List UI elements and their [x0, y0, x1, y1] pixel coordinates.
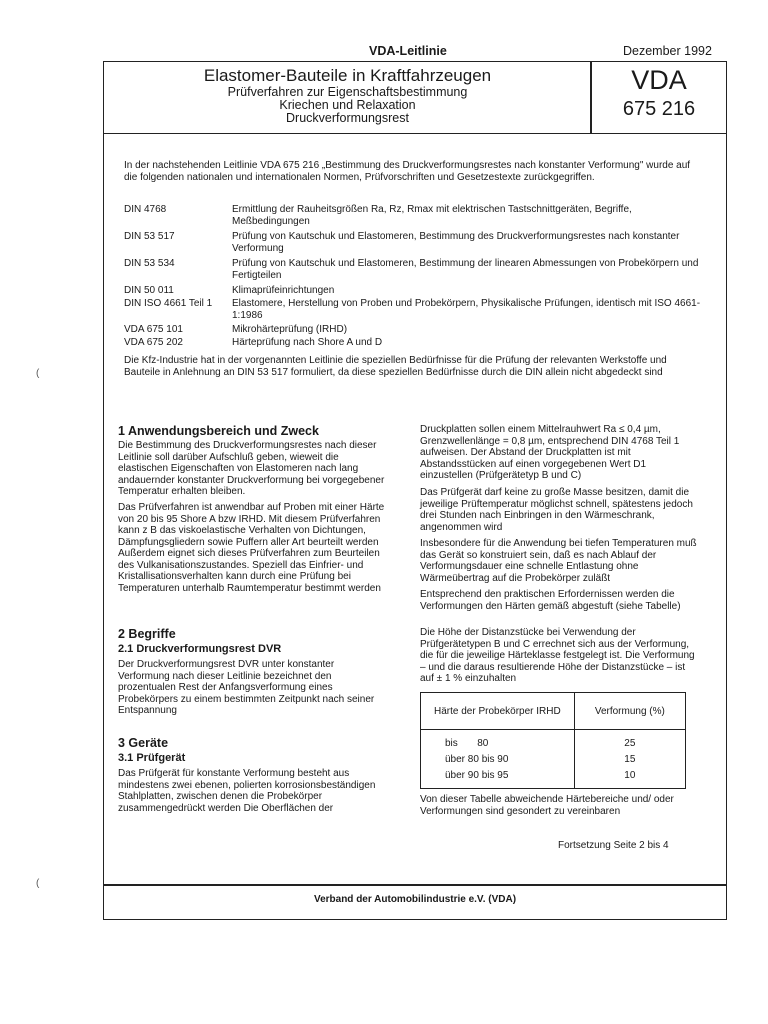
right-paragraph-3: Insbesondere für die Anwendung bei tiefen Temperaturen muß das Gerät so konstruiert sein, daß es nach Ablauf der Verformungsdauer eine schnelle Entlastung ohne Wärmeübertrag auf die Probekörper zuläßt — [420, 538, 697, 584]
header-left: VDA-Leitlinie — [369, 44, 447, 58]
table-row — [421, 767, 686, 789]
subtitle-line-3: Druckverformungsrest — [286, 111, 409, 125]
scan-mark: ( — [36, 878, 40, 889]
norm-label: DIN ISO 4661 Teil 1 — [124, 298, 213, 309]
deformation-table — [420, 692, 686, 789]
norm-desc: Klimaprüfeinrichtungen — [232, 285, 335, 296]
norm-desc: Prüfung von Kautschuk und Elastomeren, Bestimmung der linearen Abmessungen von Probekörpern und Fertigteilen — [232, 258, 699, 281]
norm-label: VDA 675 101 — [124, 324, 183, 335]
table-cell-deformation: 10 — [574, 767, 685, 789]
table-cell-hardness: bis 80 — [421, 730, 575, 752]
table-cell-deformation: 15 — [574, 751, 685, 767]
section-2-1-heading: 2.1 Druckverformungsrest DVR — [118, 643, 282, 655]
section-1-heading: 1 Anwendungsbereich und Zweck — [118, 424, 319, 438]
document-title: Elastomer-Bauteile in Kraftfahrzeugen — [203, 66, 492, 85]
right-paragraph-6: Von dieser Tabelle abweichende Härtebereiche und/ oder Verformungen sind gesondert zu vereinbaren — [420, 794, 674, 817]
subtitle-line-1: Prüfverfahren zur Eigenschaftsbestimmung — [227, 85, 468, 99]
table-header-hardness: Härte der Probekörper IRHD — [421, 693, 575, 730]
right-paragraph-4: Entsprechend den praktischen Erfordernissen werden die Verformungen den Härten gemäß abgestuft (siehe Tabelle) — [420, 589, 681, 612]
section-2-paragraph: Der Druckverformungsrest DVR unter konstanter Verformung nach dieser Leitlinie bezeichnet den prozentualen Rest der Anfangsverformung eines Probekörpers zu einem bestimmten Zeitpunkt nach seiner Entspannung — [118, 659, 375, 716]
section-3-1-heading: 3.1 Prüfgerät — [118, 752, 186, 764]
table-cell-hardness: über 80 bis 90 — [421, 751, 575, 767]
norm-desc: Prüfung von Kautschuk und Elastomeren, Bestimmung des Druckverformungsrestes nach konstanter Verformung — [232, 231, 680, 254]
section-1-paragraph-1: Die Bestimmung des Druckverformungsrestes nach dieser Leitlinie soll darüber Aufschluß geben, wieweit die elastischen Eigenschaften von Elastomeren nach lang andauernder konstanter Druckverformung bei vorgegebener Temperatur erhalten bleiben. — [118, 440, 385, 497]
section-1-paragraph-2: Das Prüfverfahren ist anwendbar auf Proben mit einer Härte von 20 bis 95 Shore A bzw IRHD. Mit diesem Prüfverfahren kann z B das viskoelastische Verhalten von Dichtungen, Dämpfungsgliedern sowie Puffern aller Art beurteilt werden Außerdem eignet sich dieses Prüfverfahren zum Beurteilen des Vulkanisationszustandes. Speziell das Einfrier- und Kristallisationsverhalten kann durch eine Prüfung bei Temperaturen unterhalb Raumtemperatur bestimmt werden — [118, 502, 385, 594]
section-2-heading: 2 Begriffe — [118, 627, 176, 641]
document-subtitle — [105, 86, 590, 125]
table-row — [421, 751, 686, 767]
section-3-paragraph: Das Prüfgerät für konstante Verformung besteht aus mindestens zwei ebenen, polierten korrosionsbeständigen Stahlplatten, zwischen denen die Probekörper zusammengedrückt werden Die Oberflächen der — [118, 768, 376, 814]
right-paragraph-1: Druckplatten sollen einem Mittelrauhwert Ra ≤ 0,4 µm, Grenzwellenlänge = 0,8 µm, entsprechend DIN 4768 Teil 1 aufweisen. Der Abstand der Druckplatten ist mit Abstandsstücken auf einen vorgegebenen Wert D1 einzustellen (Prüfgerätetyp B und C) — [420, 424, 680, 481]
footer-publisher: Verband der Automobilindustrie e.V. (VDA) — [313, 894, 517, 905]
norm-desc: Härteprüfung nach Shore A und D — [232, 337, 383, 348]
table-cell-deformation: 25 — [574, 730, 685, 752]
right-paragraph-5: Die Höhe der Distanzstücke bei Verwendung der Prüfgerätetypen B und C errechnet sich aus der Verformung, die für die jeweilige Härteklasse festgelegt ist. Die Verformung – und die daraus resultierende Höhe der Distanzstücke – ist auf ± 1 % einzuhalten — [420, 627, 695, 684]
footer-divider — [103, 884, 727, 886]
table-header-row — [421, 693, 686, 730]
continuation-note: Fortsetzung Seite 2 bis 4 — [558, 840, 669, 851]
right-paragraph-2: Das Prüfgerät darf keine zu große Masse besitzen, damit die jeweilige Prüftemperatur möglichst schnell, spätestens jedoch drei Stunden nach Einbringen in den Wärmeschrank, angenommen wird — [420, 487, 693, 533]
table-cell-hardness: über 90 bis 95 — [421, 767, 575, 789]
table-header-deformation: Verformung (%) — [574, 693, 685, 730]
norm-desc: Ermittlung der Rauheitsgrößen Ra, Rz, Rmax mit elektrischen Tastschnittgeräten, Begriffe, Meßbedingungen — [232, 204, 632, 227]
scan-mark: ( — [36, 368, 40, 379]
norm-label: DIN 50 011 — [124, 285, 174, 296]
norm-label: DIN 53 517 — [124, 231, 175, 242]
norm-desc: Mikrohärteprüfung (IRHD) — [232, 324, 348, 335]
intro-paragraph: In der nachstehenden Leitlinie VDA 675 216 „Bestimmung des Druckverformungsrestes nach konstanter Verformung" wurde auf die folgenden nationalen und internationalen Normen, Prüfvorschriften und Gesetzestexte zurückgegriffen. — [124, 160, 691, 183]
norm-label: DIN 4768 — [124, 204, 167, 215]
subtitle-line-2: Kriechen und Relaxation — [279, 98, 416, 112]
vda-badge: VDA — [631, 65, 687, 95]
table-row — [421, 730, 686, 752]
header-date: Dezember 1992 — [623, 44, 712, 58]
norm-label: DIN 53 534 — [124, 258, 175, 269]
section-3-heading: 3 Geräte — [118, 736, 169, 750]
vda-number: 675 216 — [622, 98, 696, 120]
norm-label: VDA 675 202 — [124, 337, 183, 348]
norm-desc: Elastomere, Herstellung von Proben und Probekörpern, Physikalische Prüfungen, identisch mit ISO 4661-1:1986 — [232, 298, 701, 321]
intro-paragraph-2: Die Kfz-Industrie hat in der vorgenannten Leitlinie die speziellen Bedürfnisse für die Prüfung der relevanten Werkstoffe und Bauteile in Anlehnung an DIN 53 517 formuliert, da diese speziellen Bedürfnisse durch die DIN allein nicht abgedeckt sind — [124, 355, 667, 378]
